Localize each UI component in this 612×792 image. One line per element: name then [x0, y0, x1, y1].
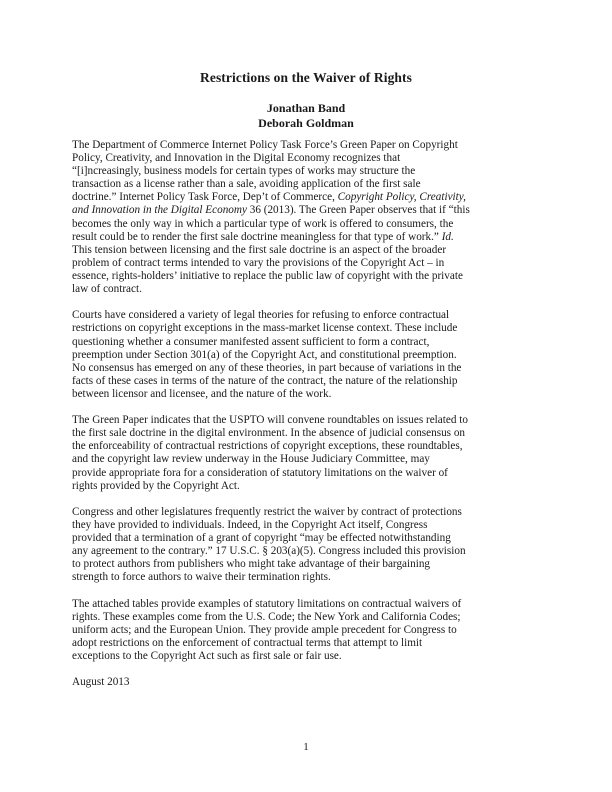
- paragraph-container: [72, 139, 540, 663]
- text-line: between licensor and licensee, and the nature of the work.: [72, 387, 332, 400]
- text-line: restrictions on copyright exceptions in the mass-market license context. These include: [72, 322, 458, 335]
- author-name: Deborah Goldman: [258, 116, 354, 130]
- text-line: No consensus has emerged on any of these theories, in part because of variations in the: [72, 361, 462, 374]
- text-line: preemption under Section 301(a) of the Copyright Act, and constitutional preemption.: [72, 348, 457, 361]
- text-line: and Innovation in the Digital Economy 36 (2013). The Green Paper observes that if “this: [72, 204, 470, 217]
- text-line: strength to force authors to waive their termination rights.: [72, 571, 331, 584]
- author-name: Jonathan Band: [266, 101, 346, 115]
- text-line: exceptions to the Copyright Act such as first sale or fair use.: [72, 650, 342, 663]
- text-line: provide appropriate fora for a consideration of statutory limitations on the waiver of: [72, 466, 448, 479]
- text-line: questioning whether a consumer manifested assent sufficient to form a contract,: [72, 335, 430, 348]
- text-line: uniform acts; and the European Union. They provide ample precedent for Congress to: [72, 623, 457, 636]
- text-line: transaction as a license rather than a sale, avoiding application of the first sale: [72, 178, 421, 191]
- body-paragraph: [72, 309, 540, 401]
- text-line: law of contract.: [72, 283, 142, 296]
- document-body: [72, 139, 540, 703]
- text-line: any agreement to the contrary.” 17 U.S.C. § 203(a)(5). Congress included this provision: [72, 545, 466, 558]
- author-list: [0, 101, 612, 131]
- body-paragraph: [72, 598, 540, 663]
- italic-citation: Copyright Policy, Creativity,: [337, 191, 466, 204]
- text-line: rights provided by the Copyright Act.: [72, 479, 240, 492]
- text-line: The Green Paper indicates that the USPTO will convene roundtables on issues related to: [72, 414, 468, 427]
- text-line: doctrine.” Internet Policy Task Force, Dep’t of Commerce, Copyright Policy, Creativity,: [72, 191, 466, 204]
- text-line: Congress and other legislatures frequently restrict the waiver by contract of protections: [72, 505, 462, 518]
- body-paragraph: [72, 506, 540, 585]
- body-paragraph: [72, 139, 540, 296]
- italic-citation: Id.: [441, 230, 454, 243]
- text-line: “[i]ncreasingly, business models for certain types of works may structure the: [72, 165, 416, 178]
- text-line: The attached tables provide examples of statutory limitations on contractual waivers of: [72, 597, 462, 610]
- text-line: facts of these cases in terms of the nature of the contract, the nature of the relationship: [72, 374, 458, 387]
- text-line: rights. These examples come from the U.S. Code; the New York and California Codes;: [72, 610, 461, 623]
- body-paragraph: [72, 414, 540, 493]
- text-line: result could be to render the first sale doctrine meaningless for that type of work.” Id.: [72, 230, 454, 243]
- text-line: becomes the only way in which a particular type of work is offered to consumers, the: [72, 217, 454, 230]
- text-line: problem of contract terms intended to vary the provisions of the Copyright Act – in: [72, 256, 445, 269]
- text-line: The Department of Commerce Internet Policy Task Force’s Green Paper on Copyright: [72, 139, 458, 151]
- text-line: and the copyright law review underway in the House Judiciary Committee, may: [72, 453, 430, 466]
- text-line: provided that a termination of a grant of copyright “may be effected notwithstanding: [72, 532, 451, 545]
- document-date: August 2013: [72, 676, 130, 689]
- text-line: the first sale doctrine in the digital environment. In the absence of judicial consensus on: [72, 427, 466, 440]
- text-line: essence, rights-holders’ initiative to replace the public law of copyright with the private: [72, 269, 463, 282]
- text-line: Courts have considered a variety of legal theories for refusing to enforce contractual: [72, 309, 450, 322]
- page-number: 1: [303, 741, 309, 753]
- text-line: to protect authors from publishers who might take advantage of their bargaining: [72, 558, 431, 571]
- italic-citation: and Innovation in the Digital Economy: [72, 204, 247, 217]
- text-line: the enforceability of contractual restrictions of copyright exceptions, these roundtables,: [72, 440, 463, 453]
- document-title: Restrictions on the Waiver of Rights: [200, 70, 412, 85]
- text-line: Policy, Creativity, and Innovation in the Digital Economy recognizes that: [72, 152, 401, 165]
- text-line: they have provided to individuals. Indeed, in the Copyright Act itself, Congress: [72, 519, 428, 531]
- text-line: adopt restrictions on the enforcement of contractual terms that attempt to limit: [72, 636, 423, 649]
- text-line: This tension between licensing and the first sale doctrine is an aspect of the broader: [72, 243, 447, 256]
